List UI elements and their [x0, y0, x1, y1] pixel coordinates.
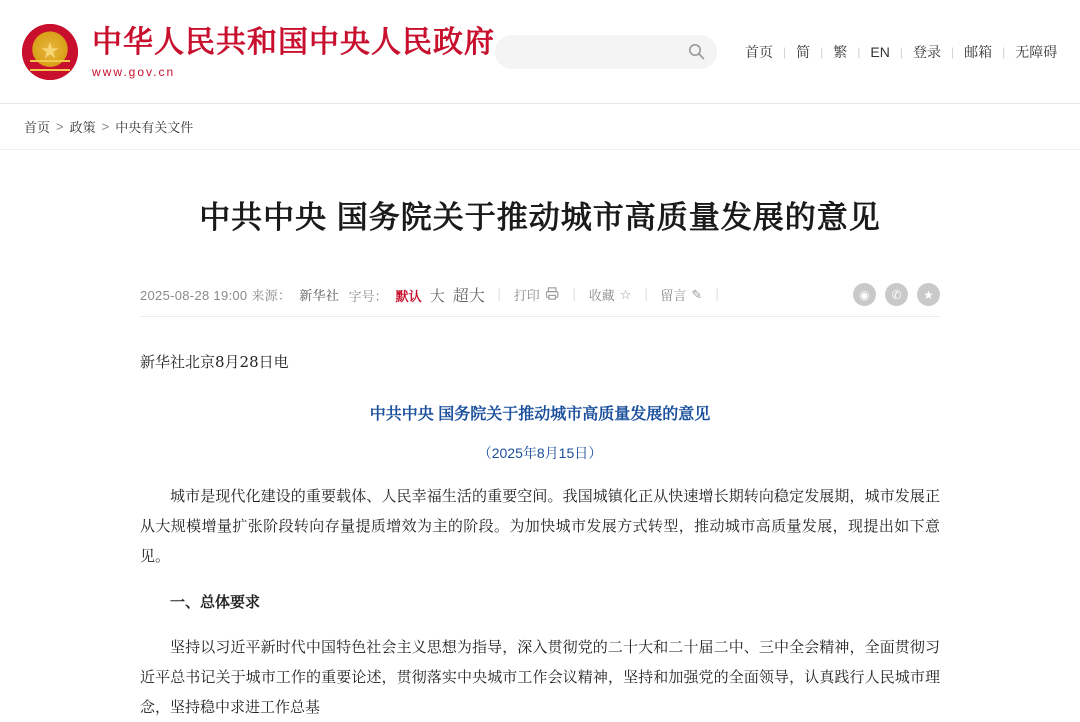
- breadcrumb-item-central-documents[interactable]: 中央有关文件: [115, 120, 194, 135]
- breadcrumb-item-home[interactable]: 首页: [24, 120, 51, 135]
- inner-title: 中共中央 国务院关于推动城市高质量发展的意见: [369, 406, 711, 424]
- collect-label: 收藏: [588, 288, 615, 304]
- source-value: 新华社: [299, 288, 340, 304]
- breadcrumb-item-policy[interactable]: 政策: [69, 120, 96, 135]
- meta-divider: [574, 288, 575, 301]
- nav-divider: |: [820, 44, 824, 59]
- print-button[interactable]: [514, 285, 560, 304]
- search-input[interactable]: [507, 43, 688, 60]
- meta-divider: [716, 288, 717, 301]
- paragraph: 坚持以习近平新时代中国特色社会主义思想为指导，深入贯彻党的二十大和二十届二中、三中全会精神，全面贯彻习近平总书记关于城市工作的重要论述，贯彻落实中央城市工作会议精神，坚持和加强党的全面领导，认真践行人民城市理念，坚持稳中求进工作总基: [140, 638, 940, 717]
- dateline: 新华社北京8月28日电: [140, 353, 289, 372]
- meta-left: [140, 285, 339, 304]
- article: [0, 196, 1080, 722]
- favorite-share-icon[interactable]: ★: [917, 283, 940, 306]
- nav-item-home[interactable]: 首页: [745, 43, 773, 60]
- source-label: 来源：: [251, 288, 292, 304]
- site-header: [0, 0, 1080, 104]
- nav-divider: |: [783, 44, 787, 59]
- fontsize-option-default[interactable]: 默认: [395, 289, 422, 305]
- top-nav: [735, 42, 1067, 62]
- weibo-share-icon[interactable]: ◉: [853, 283, 876, 306]
- page-title: 中共中央 国务院关于推动城市高质量发展的意见: [199, 200, 881, 235]
- fontsize-label: 字号：: [348, 289, 388, 305]
- article-meta-bar: [140, 273, 940, 317]
- star-icon: ☆: [619, 286, 632, 302]
- publish-datetime: 2025-08-28 19:00: [140, 288, 248, 304]
- nav-item-english[interactable]: EN: [870, 43, 890, 60]
- site-brand[interactable]: [22, 24, 495, 80]
- paragraph: 城市是现代化建设的重要载体、人民幸福生活的重要空间。我国城镇化正从快速增长期转向稳定发展期，城市发展正从大规模增量扩张阶段转向存量提质增效为主的阶段。为加快城市发展方式转型，推动城市高质量发展，现提出如下意见。: [140, 487, 940, 566]
- nav-divider: |: [1002, 44, 1006, 59]
- national-emblem-icon: [22, 24, 78, 80]
- search-box[interactable]: [495, 35, 717, 69]
- wechat-share-icon[interactable]: ✆: [885, 283, 908, 306]
- nav-item-accessibility[interactable]: 无障碍: [1015, 43, 1058, 60]
- section-heading: 一、总体要求: [170, 593, 261, 612]
- inner-date: （2025年8月15日）: [477, 445, 603, 462]
- comment-button[interactable]: [660, 285, 702, 304]
- collect-button[interactable]: [589, 285, 632, 304]
- search-icon[interactable]: [688, 43, 705, 60]
- meta-tools: [349, 283, 732, 306]
- pencil-icon: ✎: [691, 286, 703, 302]
- nav-divider: |: [950, 44, 955, 59]
- nav-divider: |: [899, 44, 903, 59]
- meta-divider: [499, 288, 500, 301]
- fontsize-group: [349, 283, 485, 306]
- breadcrumb-separator: >: [56, 119, 64, 134]
- brand-text: [92, 25, 495, 79]
- nav-divider: |: [857, 44, 861, 59]
- brand-title: 中华人民共和国中央人民政府: [92, 25, 495, 59]
- print-label: 打印: [513, 288, 540, 304]
- article-body: [140, 347, 940, 722]
- share-group: [853, 283, 940, 306]
- fontsize-option-extra-large[interactable]: 超大: [452, 288, 485, 306]
- comment-label: 留言: [660, 288, 687, 304]
- brand-subtitle: www.gov.cn: [92, 64, 176, 79]
- fontsize-option-large[interactable]: 大: [429, 288, 445, 306]
- nav-item-simplified[interactable]: 简: [796, 43, 811, 60]
- breadcrumb-separator: >: [101, 119, 110, 134]
- header-right: [495, 35, 1067, 69]
- nav-item-mail[interactable]: 邮箱: [964, 43, 993, 60]
- meta-divider: [645, 288, 646, 301]
- nav-item-login[interactable]: 登录: [912, 43, 941, 60]
- printer-icon: [545, 286, 560, 304]
- nav-item-traditional[interactable]: 繁: [833, 43, 848, 60]
- breadcrumb: [0, 104, 1080, 150]
